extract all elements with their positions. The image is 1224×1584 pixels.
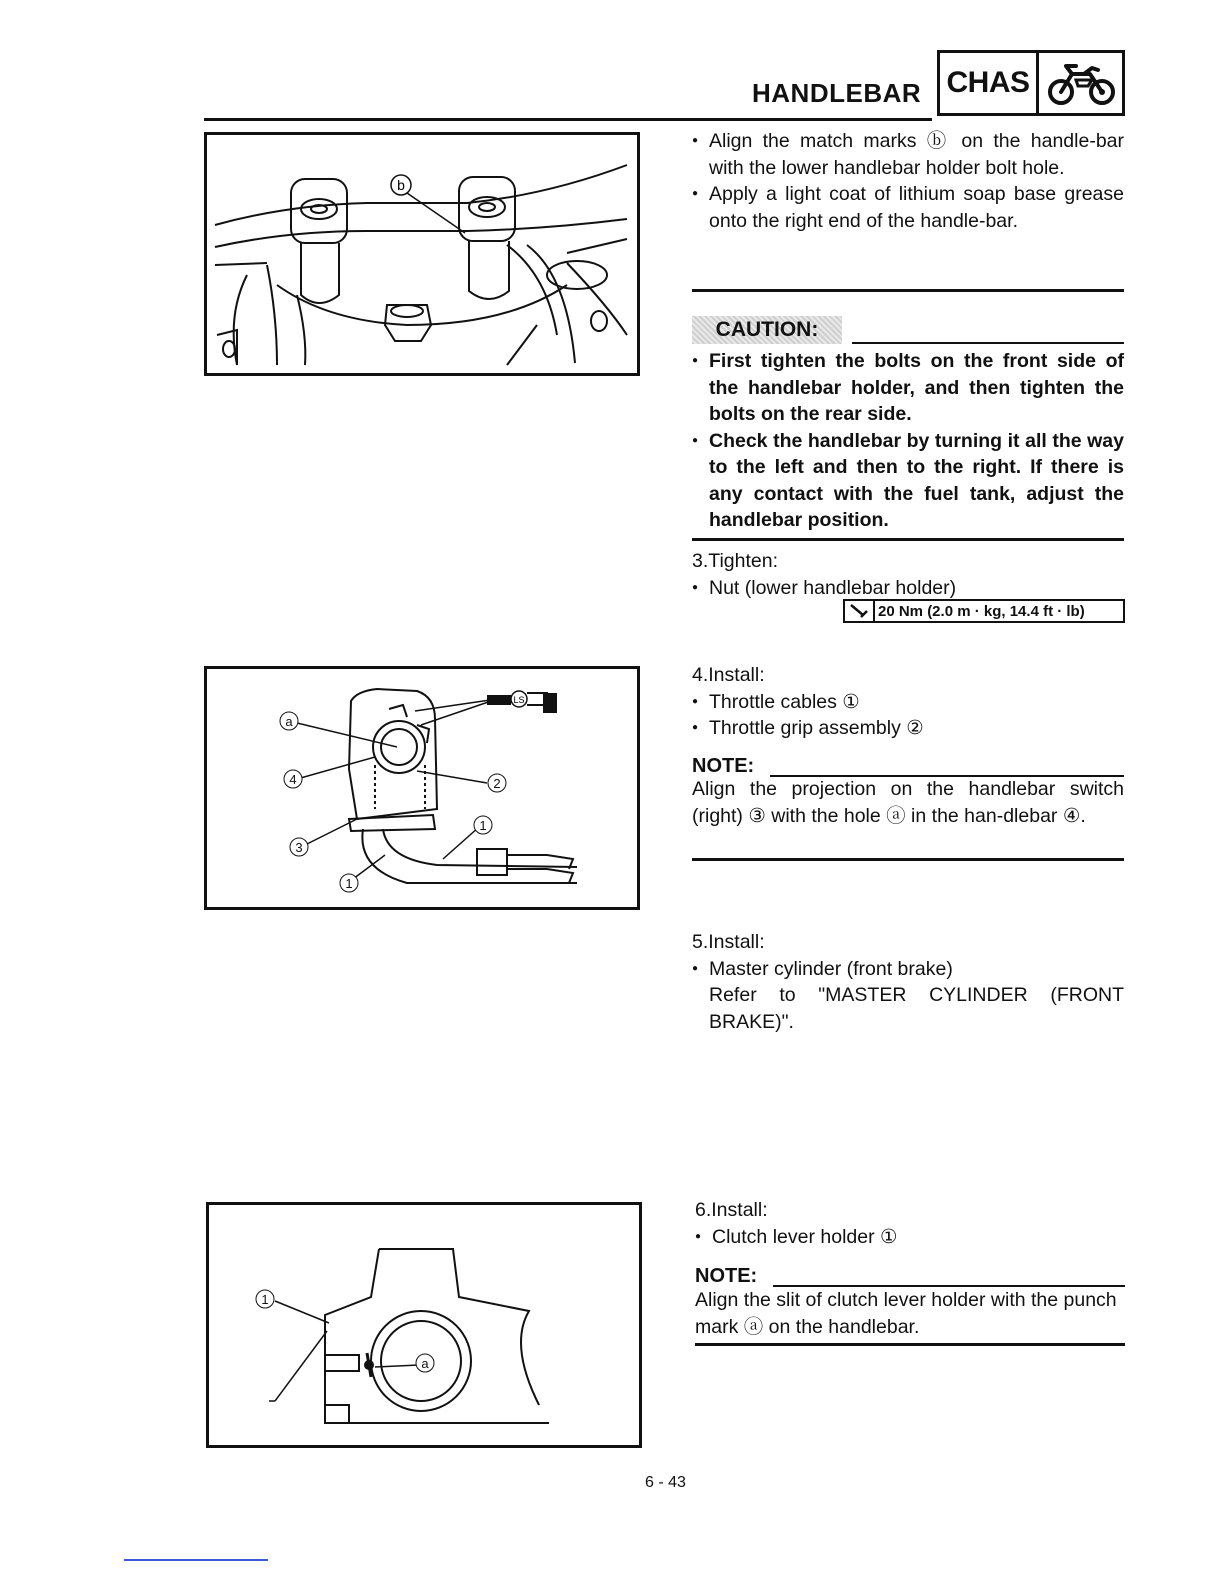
torque-value: 20 Nm (2.0 m · kg, 14.4 ft · lb) [878,602,1085,620]
grease-ls-label: LS [513,695,525,705]
caution-label: CAUTION: [692,316,842,344]
step6-section [695,1197,1125,1250]
section-label: CHAS [940,53,1039,113]
list-item: ● Master cylinder (front brake) [692,956,1124,983]
figure-clutch-lever-holder [206,1202,642,1448]
section-badge [937,50,1125,116]
svg-text:1: 1 [479,818,487,833]
svg-text:a: a [285,714,293,729]
divider [692,289,1124,292]
header-rule [204,118,932,121]
list-item: ● Throttle cables ① [692,689,1124,716]
step3-section [692,548,1124,601]
caution-heading [692,316,1124,344]
figure-throttle-assembly [204,666,640,910]
motorcycle-icon [1039,53,1122,113]
page-title: HANDLEBAR [752,78,922,108]
step5-section [692,929,1124,1035]
step4-section [692,662,1124,742]
note-text: Align the slit of clutch lever holder with the punch mark ⓐ on the handlebar. [695,1289,1117,1338]
svg-text:b: b [397,177,405,193]
caution-list [692,348,1124,534]
list-item: ● Clutch lever holder ① [695,1224,1125,1251]
list-item: ● Nut (lower handlebar holder) [692,575,1124,602]
caution-rule [852,342,1124,344]
note-label: NOTE: [695,1265,758,1287]
list-item: ● First tighten the bolts on the front side of the handlebar holder, and then tighten the bolts on the rear side. [692,348,1124,428]
svg-text:2: 2 [493,776,501,791]
list-item: ● Check the handlebar by turning it all the way to the left and then to the right. If there is any contact with the fuel tank, adjust the handlebar position. [692,428,1124,534]
step-heading: 5.Install: [692,931,765,953]
svg-text:4: 4 [289,772,297,787]
torque-spec [843,599,1125,623]
page-number: 6 - 43 [645,1474,686,1491]
step-heading: 3.Tighten: [692,550,778,572]
note-label: NOTE: [692,755,755,777]
step-heading: 6.Install: [695,1199,768,1221]
bottom-rule [124,1559,268,1561]
list-item: ● Throttle grip assembly ② [692,715,1124,742]
note-text: Align the projection on the handlebar switch (right) ③ with the hole ⓐ in the han-dlebar ④. [692,778,1124,827]
svg-text:a: a [421,1356,429,1371]
svg-text:1: 1 [261,1292,269,1307]
refer-text: Refer to "MASTER CYLINDER (FRONT BRAKE)". [709,984,1124,1033]
svg-text:1: 1 [345,876,353,891]
figure-handlebar-holder [204,132,640,376]
torque-wrench-icon [845,601,875,621]
divider [692,538,1124,541]
list-item: ● Align the match marks ⓑ on the handle-bar with the lower handlebar holder bolt hole. [692,128,1124,181]
note-heading [695,1264,1125,1288]
step2-section [692,128,1124,234]
divider [695,1343,1125,1346]
svg-text:3: 3 [295,840,303,855]
divider [692,858,1124,861]
list-item: ● Apply a light coat of lithium soap base grease onto the right end of the handle-bar. [692,181,1124,234]
note-heading [692,754,1124,778]
step-heading: 4.Install: [692,664,765,686]
